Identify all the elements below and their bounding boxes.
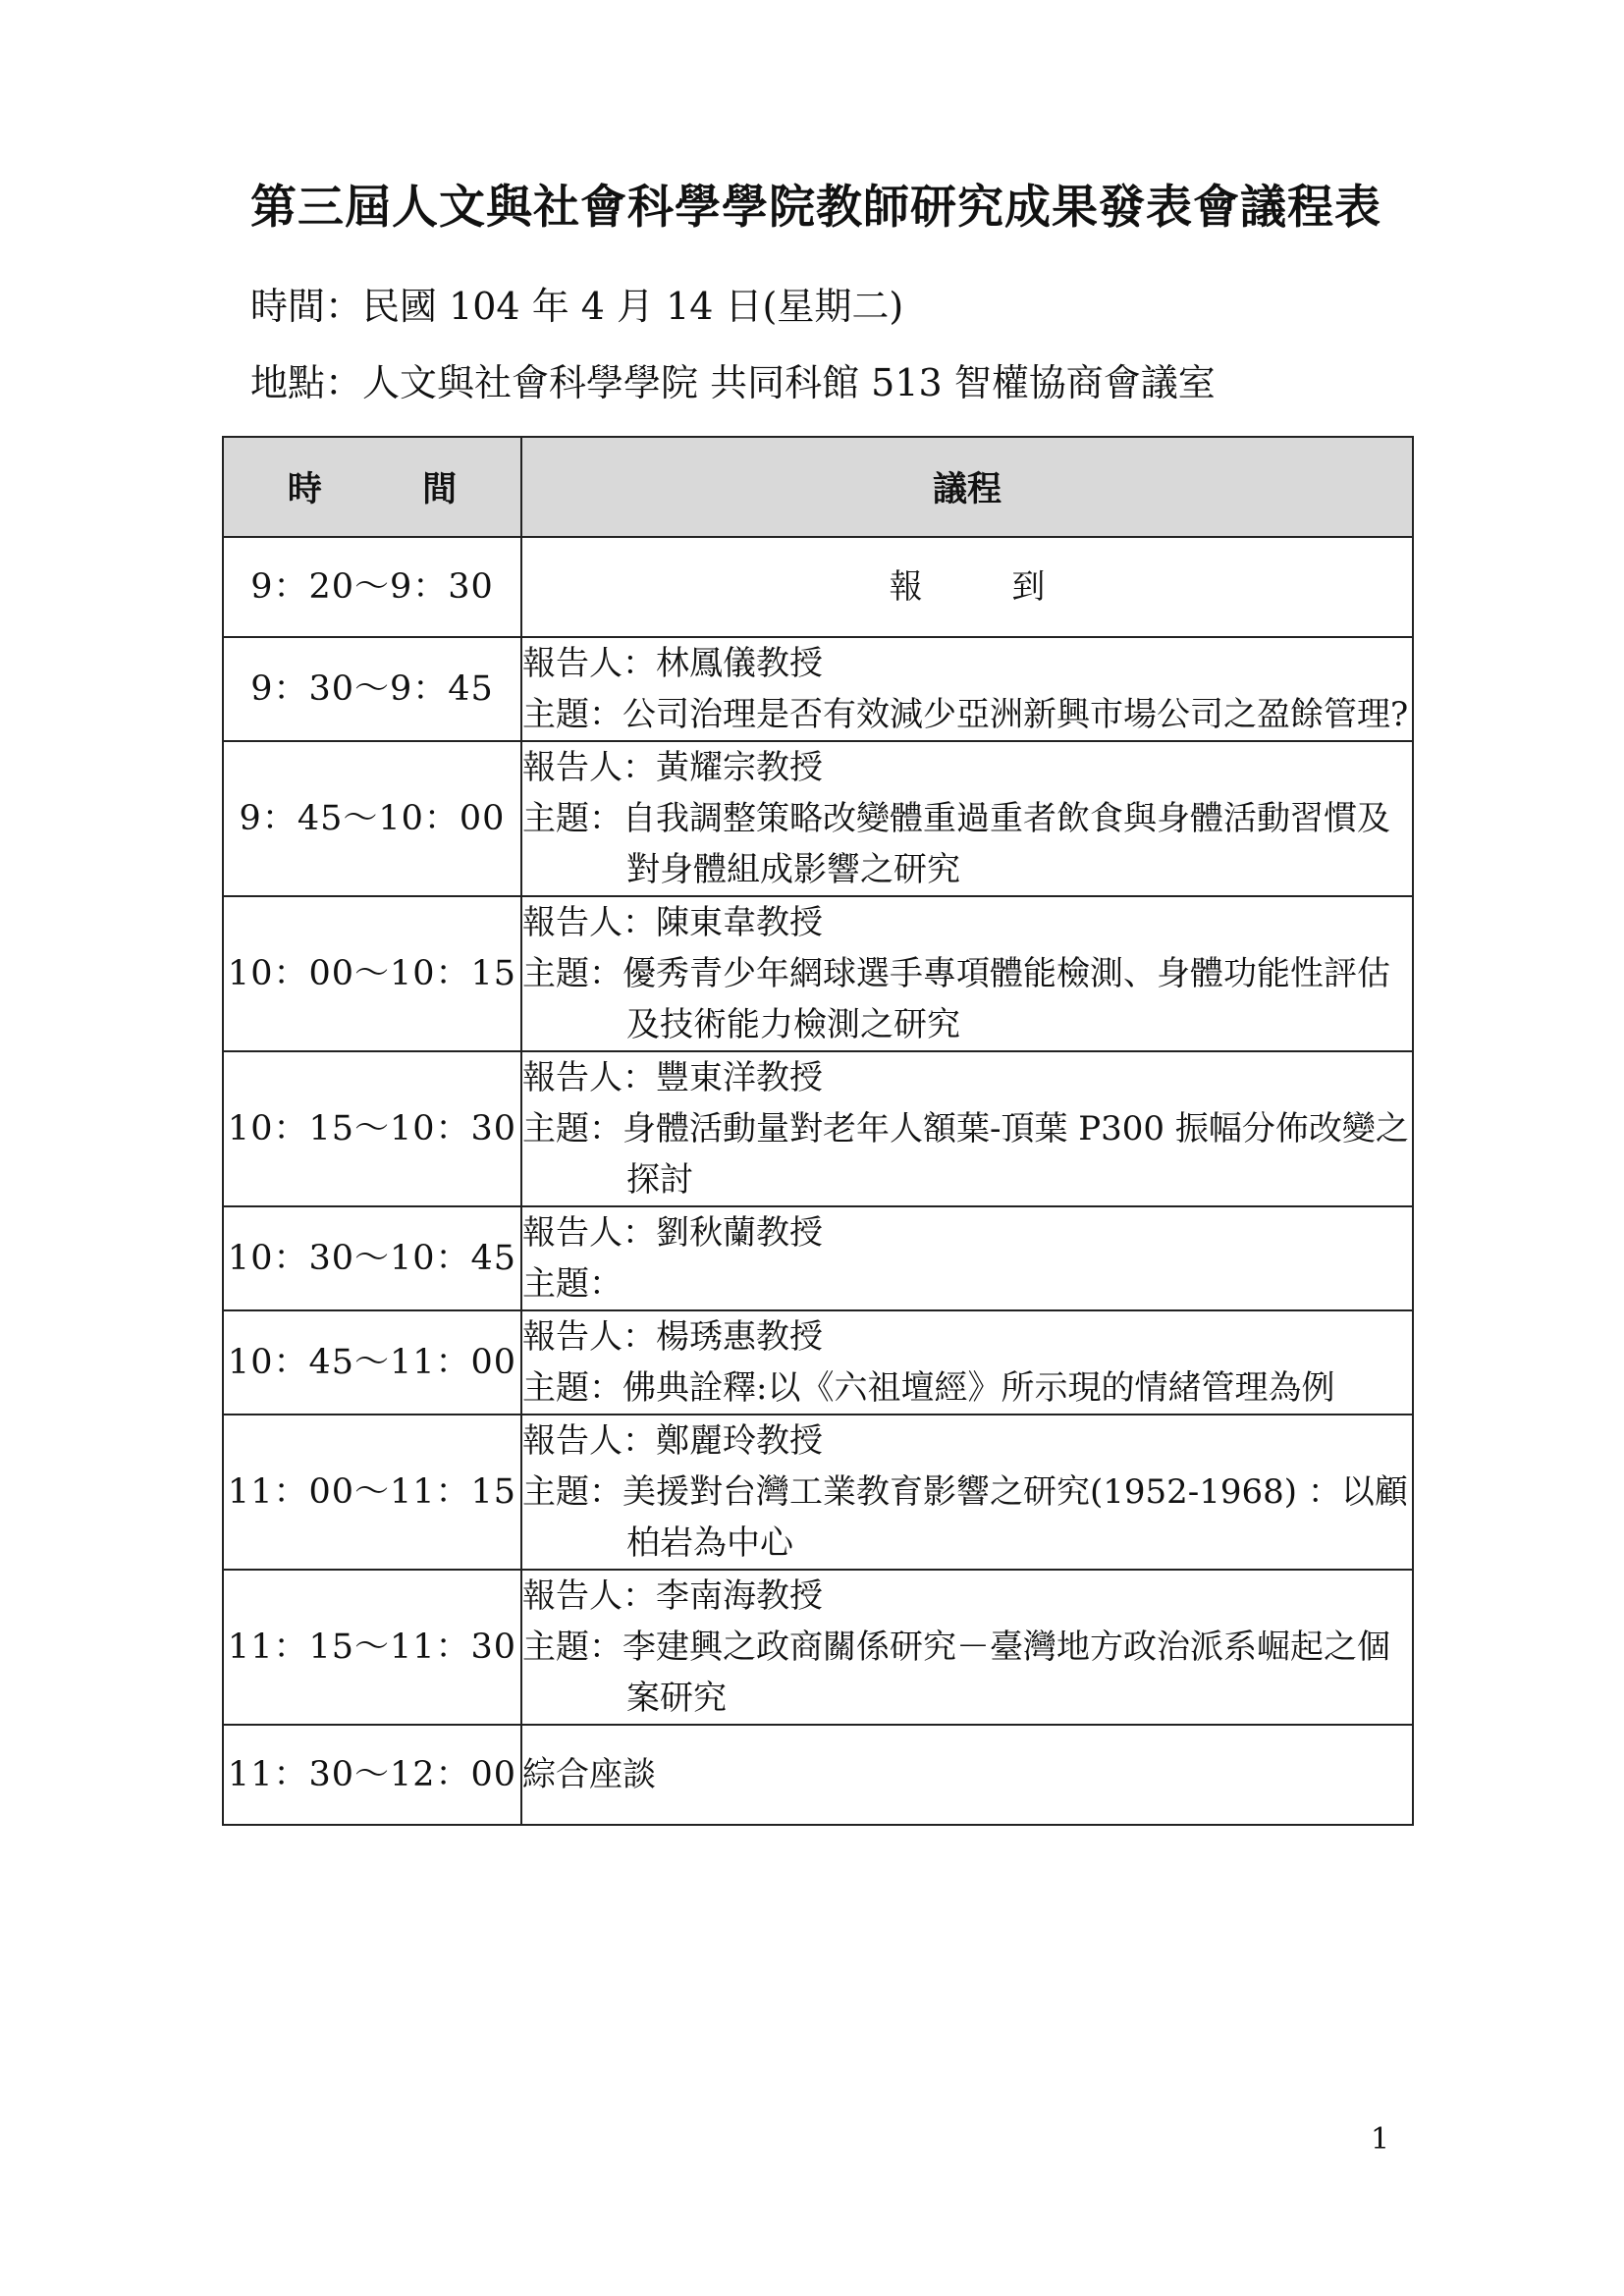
session-time: 10：30～10：45 [223,1206,521,1310]
session-time: 10：45～11：00 [223,1310,521,1415]
session-reporter: 報告人：楊琇惠教授 [522,1317,823,1357]
session-topic: 主題：李建興之政商關係研究－臺灣地方政治派系崛起之個案研究 [522,1628,1390,1718]
session-time: 10：00～10：15 [223,896,521,1051]
session-details [521,1415,1413,1570]
session-topic: 主題： [522,1264,623,1304]
session-reporter: 報告人：李南海教授 [522,1576,823,1616]
session-time: 10：15～10：30 [223,1051,521,1206]
meeting-time: 時間：民國 104 年 4 月 14 日(星期二) [250,285,904,328]
session-reporter: 報告人：豐東洋教授 [522,1058,823,1097]
agenda-table [222,436,1414,1826]
session-details [521,1051,1413,1206]
session-time: 11：00～11：15 [223,1415,521,1570]
session-topic: 主題：自我調整策略改變體重過重者飲食與身體活動習慣及對身體組成影響之研究 [522,799,1390,889]
session-details [521,741,1413,896]
session-details [521,1206,1413,1310]
session-topic: 主題：美援對台灣工業教育影響之研究(1952-1968) ：以顧柏岩為中心 [522,1472,1408,1563]
session-details [521,1570,1413,1725]
session-topic: 主題：身體活動量對老年人額葉-頂葉 P300 振幅分佈改變之探討 [522,1109,1409,1200]
session-reporter: 報告人：陳東韋教授 [522,903,823,942]
meeting-place: 地點：人文與社會科學學院 共同科館 513 智權協商會議室 [250,361,1216,404]
session-reporter: 報告人：劉秋蘭教授 [522,1213,823,1253]
page-title: 第三屆人文與社會科學學院教師研究成果發表會議程表 [250,181,1381,235]
session-topic: 主題：佛典詮釋:以《六祖壇經》所示現的情緒管理為例 [522,1368,1335,1408]
session-reporter: 報告人：鄭麗玲教授 [522,1421,823,1461]
page-number: 1 [1371,2122,1390,2157]
session-reporter: 報告人：黃耀宗教授 [522,748,823,787]
closing-row [223,1725,1413,1825]
closing-time: 11：30～12：00 [223,1725,521,1825]
session-row [223,1415,1413,1570]
checkin-time: 9：20～9：30 [223,537,521,637]
session-time: 9：30～9：45 [223,637,521,741]
session-reporter: 報告人：林鳳儀教授 [522,644,823,683]
session-topic: 主題：優秀青少年網球選手專項體能檢測、身體功能性評估及技術能力檢測之研究 [522,954,1390,1044]
session-details [521,1310,1413,1415]
session-row [223,637,1413,741]
session-row [223,1051,1413,1206]
checkin-row [223,537,1413,637]
session-row [223,1310,1413,1415]
session-details [521,637,1413,741]
session-time: 9：45～10：00 [223,741,521,896]
session-time: 11：15～11：30 [223,1570,521,1725]
session-row [223,896,1413,1051]
session-row [223,741,1413,896]
checkin-label: 報 到 [521,537,1413,637]
closing-label: 綜合座談 [521,1725,1413,1825]
time-column-header: 時 間 [223,437,521,537]
session-details [521,896,1413,1051]
session-row [223,1570,1413,1725]
program-column-header: 議程 [521,437,1413,537]
session-topic: 主題：公司治理是否有效減少亞洲新興市場公司之盈餘管理? [522,695,1409,734]
session-row [223,1206,1413,1310]
agenda-header-row [223,437,1413,537]
